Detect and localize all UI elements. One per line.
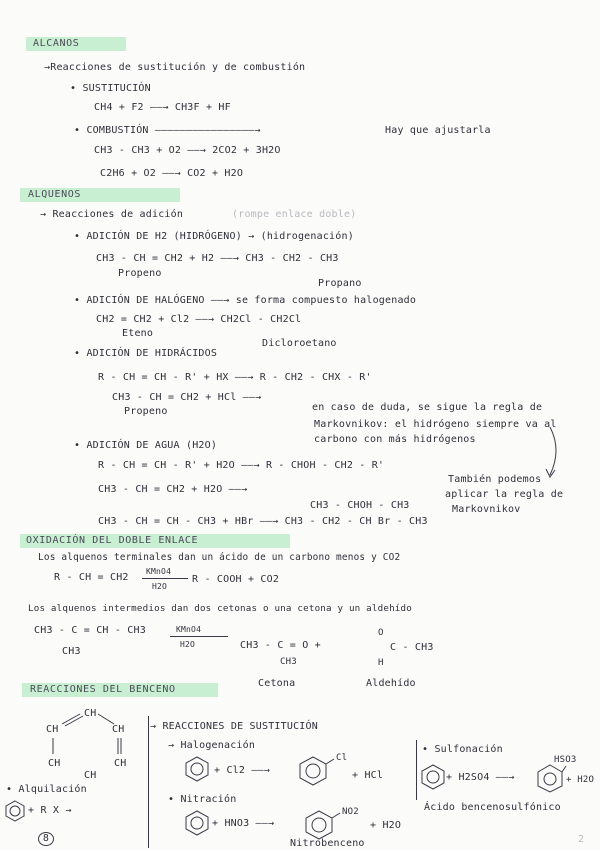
sulfonacion-product: + H2O xyxy=(566,775,595,785)
sulfonacion-hso3: HSO3 xyxy=(554,755,577,765)
adicion-halogeno-name-1: Eteno xyxy=(122,328,154,339)
column-divider xyxy=(148,716,149,848)
section-title-alquenos: ALQUENOS xyxy=(28,189,81,200)
nitracion-label: • Nitración xyxy=(168,794,237,805)
halogenacion-product: + HCl xyxy=(352,770,384,781)
adicion-h2-name-2: Propano xyxy=(318,278,362,289)
oxidacion-eq2-under: H2O xyxy=(180,640,196,649)
sustitucion-equation: CH4 + F2 ——→ CH3F + HF xyxy=(94,102,231,113)
ring-ch-right: CH xyxy=(112,724,125,735)
oxidacion-line-1: Los alquenos terminales dan un ácido de un carbono menos y CO2 xyxy=(38,552,401,563)
markovnikov-note-3: carbono con más hidrógenos xyxy=(314,434,476,445)
oxidacion-eq1-reactant: R - CH = CH2 xyxy=(54,572,129,583)
oxidacion-eq2-aldehyde-o: O xyxy=(378,628,384,638)
agua-note-2: aplicar la regla de xyxy=(445,489,564,500)
column-divider xyxy=(416,740,417,800)
nitracion-no2: NO2 xyxy=(342,807,359,817)
combustion-note: Hay que ajustarla xyxy=(385,125,491,136)
sulfonacion-name: Ácido bencenosulfónico xyxy=(424,802,561,813)
nitrobenceno-name: Nitrobenceno xyxy=(290,838,365,849)
oxidacion-eq2-over: KMnO4 xyxy=(176,625,202,634)
alquilacion-eq: + R X → xyxy=(28,805,72,816)
sustitucion-title: → REACCIONES DE SUSTITUCIÓN xyxy=(150,721,318,732)
nitracion-eq: + HNO3 ——→ xyxy=(212,818,275,829)
alquenos-intro: → Reacciones de adición xyxy=(40,209,184,220)
sulfonacion-eq: + H2SO4 ——→ xyxy=(446,772,515,783)
oxidacion-eq1-product: R - COOH + CO2 xyxy=(192,574,280,585)
adicion-agua-eq-2: CH3 - CH = CH2 + H2O ——→ xyxy=(98,484,248,495)
markovnikov-note-2: Markovnikov: el hidrógeno siempre va al xyxy=(314,419,557,430)
ring-ch-bottom: CH xyxy=(84,770,97,781)
oxidacion-line-2: Los alquenos intermedios dan dos cetonas o una cetona y un aldehído xyxy=(28,603,412,614)
section-title-benceno: REACCIONES DEL BENCENO xyxy=(30,684,176,695)
benzene-ring-icon xyxy=(184,810,210,836)
oxidacion-eq2-reactant: CH3 - C = CH - CH3 xyxy=(34,625,146,636)
benzene-kekule-bonds xyxy=(40,706,140,776)
product-name-cetona: Cetona xyxy=(258,678,296,689)
alquilacion-label: • Alquilación xyxy=(6,784,87,795)
halogenacion-label: → Halogenación xyxy=(168,740,256,751)
adicion-hidracidos-label: • ADICIÓN DE HIDRÁCIDOS xyxy=(74,348,218,359)
adicion-halogeno-eq: CH2 = CH2 + Cl2 ——→ CH2Cl - CH2Cl xyxy=(96,314,302,325)
section-title-oxidacion: OXIDACIÓN DEL DOBLE ENLACE xyxy=(26,535,199,546)
oxidacion-eq2-product-sub: CH3 xyxy=(280,657,297,667)
adicion-hidracidos-eq-2: CH3 - CH = CH2 + HCl ——→ xyxy=(112,392,262,403)
adicion-halogeno-label: • ADICIÓN DE HALÓGENO ——→ se forma compuesto halogenado xyxy=(74,295,417,306)
reaction-arrow xyxy=(170,636,228,637)
ring-ch-top: CH xyxy=(84,708,97,719)
nitracion-product: + H2O xyxy=(370,820,402,831)
section-title-alcanos: ALCANOS xyxy=(33,38,80,49)
sulfonacion-label: • Sulfonación xyxy=(422,744,503,755)
agua-note-3: Markovnikov xyxy=(452,504,521,515)
adicion-h2-eq: CH3 - CH = CH2 + H2 ——→ CH3 - CH2 - CH3 xyxy=(96,253,339,264)
benzene-ring-icon xyxy=(420,764,446,790)
adicion-halogeno-name-2: Dicloroetano xyxy=(262,338,337,349)
benzene-ring-icon xyxy=(536,762,566,792)
benzene-ring-icon xyxy=(184,756,210,782)
adicion-agua-label: • ADICIÓN DE AGUA (H2O) xyxy=(74,440,218,451)
oxidacion-eq1-under: H2O xyxy=(152,582,168,591)
oxidacion-eq2-product: CH3 - C = O + xyxy=(240,640,321,651)
sustitucion-label: • SUSTITUCIÓN xyxy=(70,83,151,94)
adicion-h2-name-1: Propeno xyxy=(118,268,162,279)
markovnikov-note-1: en caso de duda, se sigue la regla de xyxy=(312,402,543,413)
ring-ch-left: CH xyxy=(46,724,59,735)
adicion-hidracidos-name: Propeno xyxy=(124,406,168,417)
oxidacion-eq1-over: KMnO4 xyxy=(146,567,172,576)
ring-ch-bottom-left: CH xyxy=(48,758,61,769)
halogenacion-cl: Cl xyxy=(336,753,348,763)
adicion-agua-eq-3: CH3 - CH = CH - CH3 + HBr ——→ CH3 - CH2 - CH Br - CH3 xyxy=(98,516,428,527)
combustion-eq-1: CH3 - CH3 + O2 ——→ 2CO2 + 3H2O xyxy=(94,145,281,156)
adicion-agua-eq-2b: CH3 - CHOH - CH3 xyxy=(310,500,410,511)
reaction-arrow xyxy=(142,578,188,579)
alquenos-intro-note: (rompe enlace doble) xyxy=(232,209,357,220)
halogenacion-eq: + Cl2 ——→ xyxy=(214,765,270,776)
agua-note-1: También podemos xyxy=(448,474,542,485)
benzene-ring-icon xyxy=(4,800,26,822)
adicion-h2-label: • ADICIÓN DE H2 (HIDRÓGENO) → (hidrogenación) xyxy=(74,231,354,242)
oxidacion-eq2-reactant-sub: CH3 xyxy=(62,646,81,657)
oxidacion-eq2-aldehyde-h: H xyxy=(378,658,384,668)
page-number: 8 xyxy=(38,832,54,846)
page-number-corner: 2 xyxy=(578,834,585,845)
ring-ch-bottom-right: CH xyxy=(114,758,127,769)
combustion-eq-2: C2H6 + O2 ——→ CO2 + H2O xyxy=(100,168,244,179)
adicion-agua-eq-1: R - CH = CH - R' + H2O ——→ R - CHOH - CH2 - R' xyxy=(98,460,385,471)
oxidacion-eq2-aldehyde: C - CH3 xyxy=(390,642,434,653)
combustion-label: • COMBUSTIÓN ————————————————→ xyxy=(74,125,261,136)
product-name-aldehido: Aldehído xyxy=(366,678,416,689)
adicion-hidracidos-eq-1: R - CH = CH - R' + HX ——→ R - CH2 - CHX - R' xyxy=(98,372,372,383)
alcanos-intro: →Reacciones de sustitución y de combustión xyxy=(44,62,306,73)
